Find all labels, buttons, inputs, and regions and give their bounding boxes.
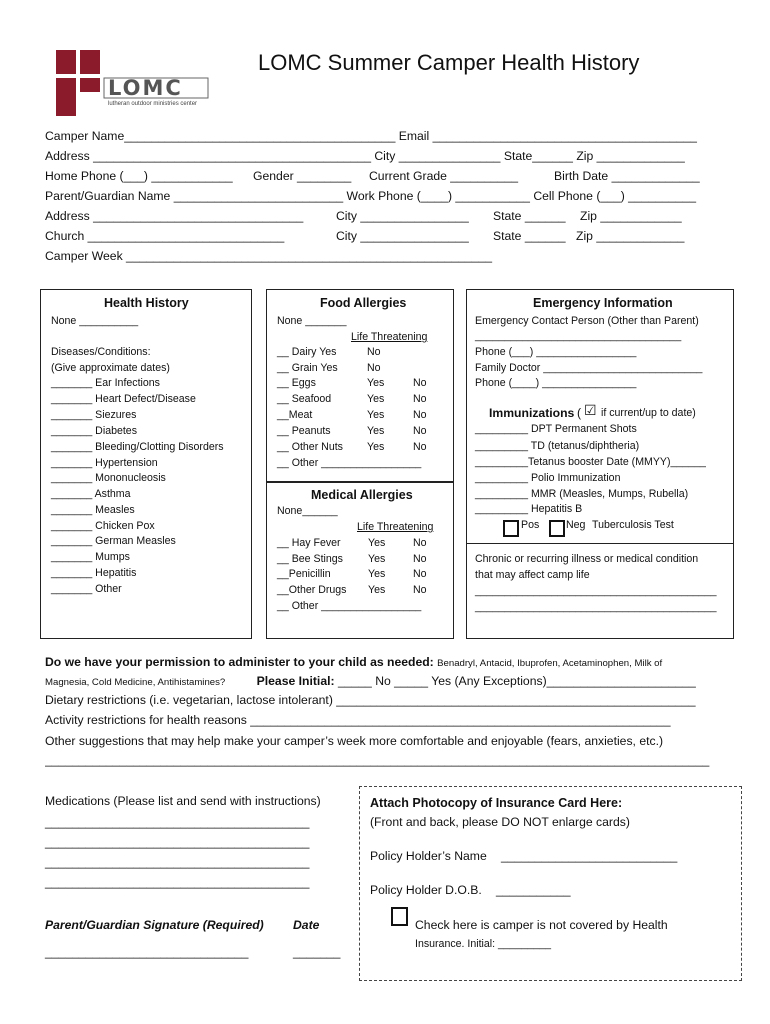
insurance-heading: Attach Photocopy of Insurance Card Here:: [370, 796, 623, 810]
emergency-info-box: [466, 289, 734, 639]
no-option[interactable]: No: [413, 553, 427, 565]
no-option[interactable]: No: [413, 568, 427, 580]
permission-initial-field[interactable]: _____ No _____ Yes (Any Exceptions)______________________: [337, 674, 696, 688]
doctor-phone-field[interactable]: Phone (____) ________________: [475, 377, 637, 389]
list-item[interactable]: __Penicillin: [277, 568, 331, 580]
medications-label: Medications (Please list and send with instructions): [45, 794, 321, 808]
list-item[interactable]: _________ Polio Immunization: [475, 472, 621, 484]
list-item[interactable]: _______ Chicken Pox: [51, 520, 155, 532]
yes-option[interactable]: Yes: [367, 377, 385, 389]
list-item[interactable]: _________ TD (tetanus/diphtheria): [475, 440, 640, 452]
camper-name-line[interactable]: Camper Name________________________________________ Email _______________________________________: [45, 129, 697, 143]
permission-meds: Benadryl, Antacid, Ibuprofen, Acetaminophen, Milk of: [437, 658, 663, 669]
checkbox-icon: ☑: [584, 403, 597, 419]
permission-meds-2: Magnesia, Cold Medicine, Antihistamines?: [45, 677, 226, 688]
immunizations-note: if current/up to date): [601, 407, 696, 419]
parent-zip-field[interactable]: Zip ____________: [580, 209, 682, 223]
please-initial-label: Please Initial:: [256, 674, 335, 688]
diseases-label: Diseases/Conditions:: [51, 346, 151, 358]
not-covered-checkbox[interactable]: [391, 907, 408, 926]
emergency-heading: Emergency Information: [533, 296, 673, 310]
church-zip-field[interactable]: Zip _____________: [576, 229, 685, 243]
list-item[interactable]: _______ Mononucleosis: [51, 472, 166, 484]
no-option[interactable]: No: [413, 537, 427, 549]
list-item[interactable]: _______ Other: [51, 583, 122, 595]
medical-other-field[interactable]: __ Other _________________: [277, 600, 422, 612]
list-item[interactable]: __Meat: [277, 409, 313, 421]
page-title: LOMC Summer Camper Health History: [258, 50, 640, 75]
list-item[interactable]: __ Seafood: [277, 393, 332, 405]
list-item[interactable]: _________ MMR (Measles, Mumps, Rubella): [475, 488, 689, 500]
food-other-field[interactable]: __ Other _________________: [277, 457, 422, 469]
insurance-subheading: (Front and back, please DO NOT enlarge cards): [370, 815, 630, 829]
medical-life-threatening-label: Life Threatening: [357, 521, 434, 533]
logo-tagline: lutheran outdoor ministries center: [108, 101, 198, 107]
yes-option[interactable]: Yes: [368, 537, 386, 549]
no-option[interactable]: No: [413, 377, 427, 389]
logo: [54, 48, 214, 120]
chronic-line-2[interactable]: _________________________________________: [475, 601, 717, 613]
parent-address-field[interactable]: Address _______________________________: [45, 209, 304, 223]
chronic-label-2: that may affect camp life: [475, 569, 590, 581]
not-covered-label: Check here is camper is not covered by Health: [415, 918, 668, 932]
emergency-phone-field[interactable]: Phone (___) _________________: [475, 346, 637, 358]
list-item[interactable]: _______ Hepatitis: [51, 567, 137, 579]
diseases-note: (Give approximate dates): [51, 362, 170, 374]
tb-test-label: Tuberculosis Test: [592, 519, 674, 531]
logo-letters: LOMC: [108, 76, 183, 100]
list-item[interactable]: _______ Diabetes: [51, 425, 137, 437]
yes-option[interactable]: Yes: [368, 553, 386, 565]
list-item[interactable]: __ Grain Yes: [277, 362, 338, 374]
list-item[interactable]: _______ Siezures: [51, 409, 137, 421]
policy-holder-field[interactable]: __________________________: [501, 849, 678, 863]
list-item[interactable]: __ Peanuts: [277, 425, 331, 437]
emergency-contact-line[interactable]: ___________________________________: [475, 330, 682, 342]
parent-state-field[interactable]: State ______: [493, 209, 566, 223]
medications-line[interactable]: _______________________________________: [45, 835, 310, 849]
emergency-contact-label: Emergency Contact Person (Other than Parent): [475, 315, 699, 327]
health-history-box: [40, 289, 252, 639]
yes-option[interactable]: Yes: [367, 441, 385, 453]
chronic-line-1[interactable]: _________________________________________: [475, 585, 717, 597]
food-allergies-heading: Food Allergies: [320, 296, 407, 310]
immunizations-paren: (: [577, 406, 582, 420]
no-option[interactable]: No: [413, 393, 427, 405]
list-item: No: [367, 346, 381, 358]
medical-none-field[interactable]: None______: [277, 505, 338, 517]
list-item[interactable]: __ Bee Stings: [277, 553, 343, 565]
medical-allergies-box: [266, 481, 454, 639]
food-life-threatening-label: Life Threatening: [351, 331, 428, 343]
gender-field[interactable]: Gender ________: [253, 169, 352, 183]
list-item[interactable]: _______ Bleeding/Clotting Disorders: [51, 441, 224, 453]
tb-neg-checkbox[interactable]: [549, 520, 565, 537]
list-item[interactable]: _________ Hepatitis B: [475, 503, 583, 515]
medications-line[interactable]: _______________________________________: [45, 875, 310, 889]
no-option[interactable]: No: [413, 425, 427, 437]
church-field[interactable]: Church _____________________________: [45, 229, 285, 243]
yes-option[interactable]: Yes: [367, 425, 385, 437]
other-suggestions-label: Other suggestions that may help make your camper’s week more comfortable and enjoyable (fears, anxieties, etc.): [45, 734, 664, 748]
yes-option[interactable]: Yes: [367, 393, 385, 405]
list-item[interactable]: __ Other Nuts: [277, 441, 343, 453]
address-line[interactable]: Address _________________________________________ City _______________ State______ Zip _____________: [45, 149, 685, 163]
emergency-divider: [467, 543, 733, 544]
list-item[interactable]: __ Dairy Yes: [277, 346, 337, 358]
chronic-label: Chronic or recurring illness or medical condition: [475, 553, 699, 565]
food-allergies-box: [266, 289, 454, 483]
date-label: Date: [293, 918, 320, 932]
yes-option[interactable]: Yes: [368, 584, 386, 596]
policy-dob-field[interactable]: ___________: [496, 883, 571, 897]
no-option[interactable]: No: [413, 584, 427, 596]
permission-line-2: [45, 674, 696, 688]
church-city-field[interactable]: City ________________: [336, 229, 469, 243]
signature-label: Parent/Guardian Signature (Required): [45, 918, 264, 932]
parent-city-field[interactable]: City ________________: [336, 209, 469, 223]
policy-dob-label: Policy Holder D.O.B.: [370, 883, 482, 897]
list-item[interactable]: _________ DPT Permanent Shots: [475, 423, 637, 435]
list-item[interactable]: __Other Drugs: [277, 584, 347, 596]
medications-line[interactable]: _______________________________________: [45, 855, 310, 869]
signature-line[interactable]: ______________________________: [45, 945, 249, 959]
birth-date-field[interactable]: Birth Date _____________: [554, 169, 700, 183]
not-covered-initial[interactable]: Insurance. Initial: _________: [415, 938, 552, 950]
list-item[interactable]: _________Tetanus booster Date (MMYY)______: [475, 456, 706, 468]
list-item[interactable]: __ Eggs: [277, 377, 316, 389]
church-state-field[interactable]: State ______: [493, 229, 566, 243]
tb-pos-checkbox[interactable]: [503, 520, 519, 537]
medical-allergies-heading: Medical Allergies: [311, 488, 413, 502]
list-item[interactable]: __ Hay Fever: [277, 537, 341, 549]
yes-option[interactable]: Yes: [367, 409, 385, 421]
parent-guardian-line[interactable]: Parent/Guardian Name _________________________ Work Phone (____) ___________ Cell Phone (___) __________: [45, 189, 696, 203]
list-item[interactable]: _______ Asthma: [51, 488, 131, 500]
medications-line[interactable]: _______________________________________: [45, 815, 310, 829]
dietary-restrictions-field[interactable]: Dietary restrictions (i.e. vegetarian, lactose intolerant) _____________________________________________________: [45, 693, 696, 707]
list-item[interactable]: _______ Measles: [51, 504, 135, 516]
list-item[interactable]: _______ Heart Defect/Disease: [51, 393, 196, 405]
policy-holder-label: Policy Holder’s Name: [370, 849, 487, 863]
tb-neg-label: Neg: [566, 519, 586, 531]
list-item[interactable]: _______ Hypertension: [51, 457, 158, 469]
date-line[interactable]: _______: [293, 945, 341, 959]
health-history-heading: Health History: [104, 296, 189, 310]
permission-question: Do we have your permission to administer to your child as needed:: [45, 655, 434, 669]
other-suggestions-line[interactable]: __________________________________________________________________________________________________: [45, 753, 710, 767]
camper-week-field[interactable]: Camper Week ______________________________________________________: [45, 249, 493, 263]
yes-option[interactable]: Yes: [368, 568, 386, 580]
immunizations-label: Immunizations: [489, 406, 575, 420]
tb-pos-label: Pos: [521, 519, 540, 531]
health-none-field[interactable]: None __________: [51, 315, 139, 327]
no-option[interactable]: No: [413, 409, 427, 421]
family-doctor-field[interactable]: Family Doctor ___________________________: [475, 362, 703, 374]
activity-restrictions-field[interactable]: Activity restrictions for health reasons ______________________________________________________________: [45, 713, 671, 727]
list-item[interactable]: _______ Ear Infections: [51, 377, 160, 389]
permission-line: [45, 655, 662, 669]
home-phone-field[interactable]: Home Phone (___) ____________: [45, 169, 233, 183]
no-option[interactable]: No: [413, 441, 427, 453]
list-item: No: [367, 362, 381, 374]
list-item[interactable]: _______ Mumps: [51, 551, 130, 563]
insurance-box: [359, 786, 742, 981]
list-item[interactable]: _______ German Measles: [51, 535, 176, 547]
current-grade-field[interactable]: Current Grade __________: [369, 169, 519, 183]
food-none-field[interactable]: None _______: [277, 315, 347, 327]
